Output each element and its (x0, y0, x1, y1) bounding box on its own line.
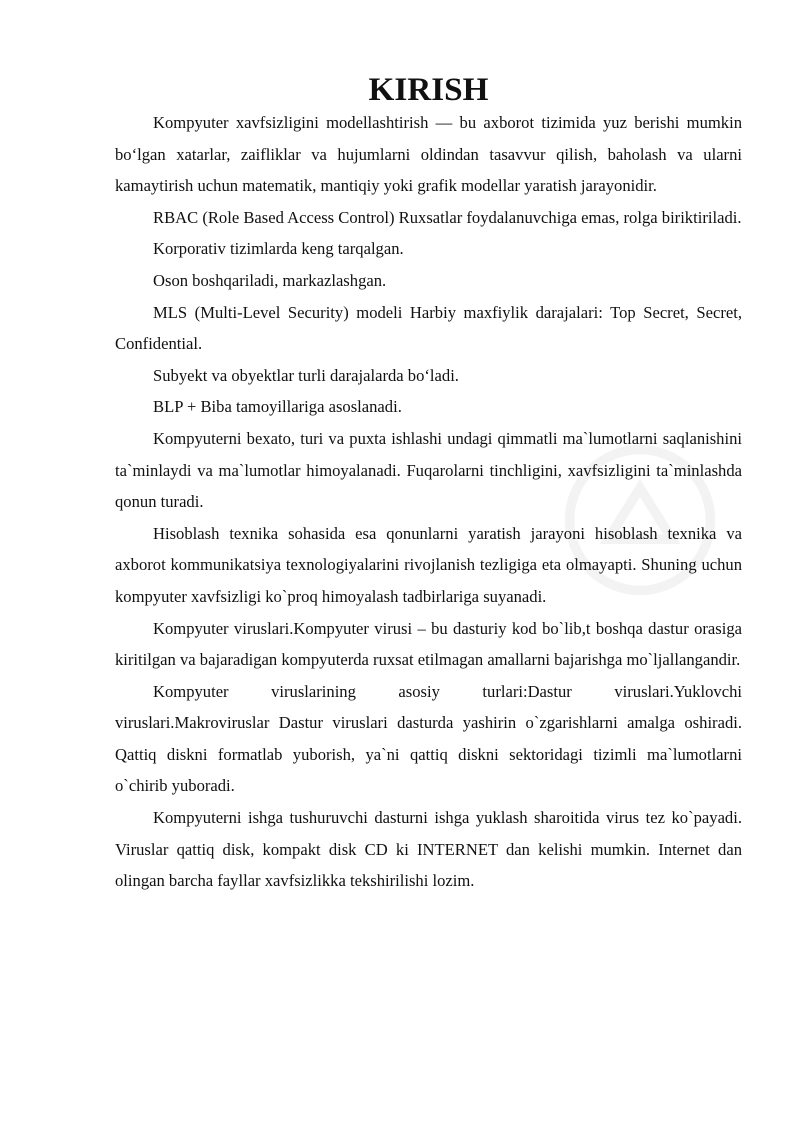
paragraph-5: MLS (Multi-Level Security) modeli Harbiy maxfiylik darajalari: Top Secret, Secret, Confidential. (115, 302, 742, 354)
paragraph-1: Kompyuter xavfsizligini modellashtirish — bu axborot tizimida yuz berishi mumkin bo‘lgan xatarlar, zaifliklar va hujumlarni oldindan tasavvur qilish, baholash va ularni kamaytirish uchun matematik, mantiqiy yoki grafik modellar yaratish jarayonidir. (115, 113, 742, 196)
document-page (115, 71, 742, 897)
document-title: KIRISH (368, 71, 489, 108)
paragraph-8: Kompyuterni bexato, turi va puxta ishlashi undagi qimmatli ma`lumotlarni saqlanishini ta`minlaydi va ma`lumotlar himoyalanadi. Fuqarolarni tinchligini, xavfsizligini ta`minlashda qonun turadi. (115, 428, 742, 512)
paragraph-3: Korporativ tizimlarda keng tarqalgan. (153, 239, 404, 259)
paragraph-4: Oson boshqariladi, markazlashgan. (153, 270, 387, 290)
paragraph-6: Subyekt va obyektlar turli darajalarda bo‘ladi. (153, 365, 459, 385)
paragraph-12: Kompyuterni ishga tushuruvchi dasturni ishga yuklash sharoitida virus tez ko`payadi. Viruslar qattiq disk, kompakt disk CD ki INTERNET dan kelishi mumkin. Internet dan olingan barcha fayllar xavfsizlikka tekshirilishi lozim. (115, 808, 742, 891)
paragraph-10: Kompyuter viruslari.Kompyuter virusi – bu dasturiy kod bo`lib,t boshqa dastur orasiga kiritilgan va bajaradigan kompyuterda ruxsat etilmagan amallarni bajarishga mo`ljallangandir. (115, 618, 742, 670)
paragraph-7: BLP + Biba tamoyillariga asoslanadi. (153, 397, 402, 417)
paragraph-2: RBAC (Role Based Access Control) Ruxsatlar foydalanuvchiga emas, rolga biriktiriladi. (153, 207, 742, 227)
paragraph-9: Hisoblash texnika sohasida esa qonunlarni yaratish jarayoni hisoblash texnika va axborot kommunikatsiya texnologiyalarini rivojlanish tezligiga eta olmayapti. Shuning uchun kompyuter xavfsizligi ko`proq himoyalash tadbirlariga suyanadi. (115, 523, 742, 606)
paragraph-11: Kompyuter viruslarining asosiy turlari:Dastur viruslari.Yuklovchi viruslari.Makroviruslar Dastur viruslari dasturda yashirin o`zgarishlarni amalga oshiradi. Qattiq diskni formatlab yuborish, ya`ni qattiq diskni sektoridagi tizimli ma`lumotlarni o`chirib yuboradi. (115, 681, 742, 796)
